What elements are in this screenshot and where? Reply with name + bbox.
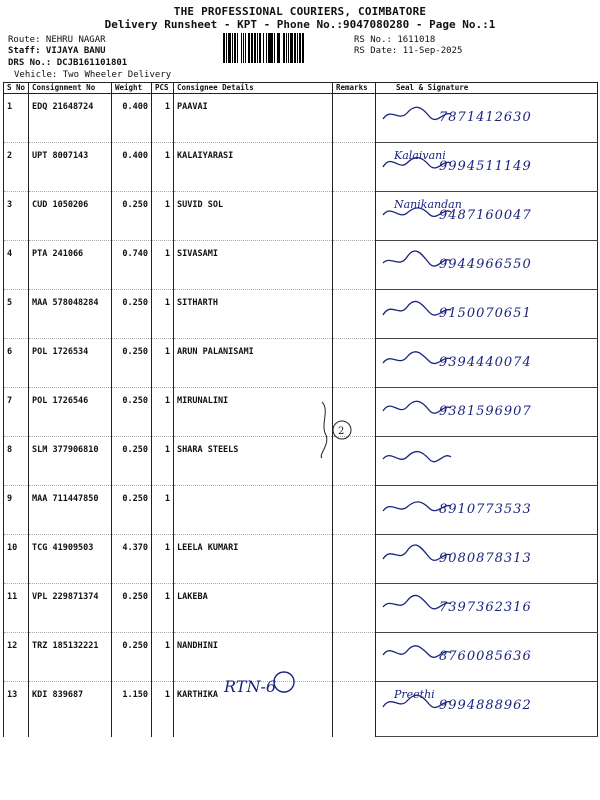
row-sno: 6 [4,339,29,388]
table-row [4,192,598,241]
row-pcs: 1 [152,437,174,486]
row-consignment-no: TRZ 185132221 [29,633,112,682]
col-header-sno: S No [4,83,29,94]
signature-phone: 8760085636 [439,649,532,664]
signature-phone: 9381596907 [439,404,532,419]
row-sno: 1 [4,94,29,143]
row-sno: 7 [4,388,29,437]
table-row [4,241,598,290]
signature-phone: 9944966550 [439,257,532,272]
row-consignment-no: POL 1726534 [29,339,112,388]
row-pcs: 1 [152,682,174,737]
row-consignment-no: EDQ 21648724 [29,94,112,143]
staff-label: Staff: VIJAYA BANU [8,46,106,56]
row-sno: 13 [4,682,29,737]
table-header-row [4,83,598,94]
signature-phone: 9150070651 [439,306,532,321]
barcode [223,33,350,63]
handwritten-circle-mark [300,400,360,460]
row-weight: 0.250 [112,339,152,388]
signature-name: Kalaivani [394,149,446,162]
row-pcs: 1 [152,486,174,535]
row-pcs: 1 [152,192,174,241]
row-weight: 0.250 [112,437,152,486]
signature-phone: 9487160047 [439,208,532,223]
row-remarks [333,339,376,388]
svg-text:2: 2 [338,426,345,437]
row-consignee: PAAVAI [174,94,333,143]
row-consignee: KARTHIKA [174,682,333,737]
row-remarks [333,192,376,241]
row-seal-signature [376,241,598,290]
row-weight: 0.740 [112,241,152,290]
row-consignee [174,486,333,535]
row-remarks [333,682,376,737]
row-pcs: 1 [152,339,174,388]
row-sno: 3 [4,192,29,241]
signature-phone: 9994888962 [439,698,532,713]
row-remarks [333,584,376,633]
row-consignee: KALAIYARASI [174,143,333,192]
row-consignee: NANDHINI [174,633,333,682]
signature-phone: 9080878313 [439,551,532,566]
rs-date: RS Date: 11-Sep-2025 [354,46,463,56]
row-seal-signature [376,486,598,535]
row-remarks [333,94,376,143]
row-pcs: 1 [152,388,174,437]
row-pcs: 1 [152,94,174,143]
row-consignee: LEELA KUMARI [174,535,333,584]
row-sno: 8 [4,437,29,486]
row-remarks [333,486,376,535]
row-weight: 0.250 [112,290,152,339]
col-header-consignment: Consignment No [29,83,112,94]
row-pcs: 1 [152,290,174,339]
row-seal-signature [376,143,598,192]
runsheet-subtitle: Delivery Runsheet - KPT - Phone No.:9047080280 - Page No.:1 [104,18,496,31]
row-seal-signature [376,535,598,584]
signature-phone: 7397362316 [439,600,532,615]
route-label: Route: NEHRU NAGAR [8,35,106,45]
row-seal-signature [376,584,598,633]
table-row [4,290,598,339]
col-header-consignee: Consignee Details [174,83,333,94]
row-consignment-no: VPL 229871374 [29,584,112,633]
row-weight: 0.250 [112,633,152,682]
handwritten-rtn-note [222,666,302,706]
drs-number: DRS No.: DCJB161101801 [8,58,128,68]
row-sno: 12 [4,633,29,682]
row-seal-signature [376,192,598,241]
row-weight: 1.150 [112,682,152,737]
row-seal-signature [376,388,598,437]
row-consignment-no: POL 1726546 [29,388,112,437]
row-sno: 11 [4,584,29,633]
row-consignee: SHARA STEELS [174,437,333,486]
table-row [4,584,598,633]
col-header-weight: Weight [112,83,152,94]
row-weight: 0.250 [112,192,152,241]
row-remarks [333,290,376,339]
row-consignment-no: CUD 1050206 [29,192,112,241]
signature-name: Preethi [394,688,435,701]
row-consignment-no: UPT 8007143 [29,143,112,192]
vehicle-label: Vehicle: Two Wheeler Delivery [14,70,172,80]
row-consignment-no: TCG 41909503 [29,535,112,584]
row-seal-signature [376,94,598,143]
row-sno: 5 [4,290,29,339]
row-sno: 4 [4,241,29,290]
row-consignee: SIVASAMI [174,241,333,290]
row-consignment-no: SLM 377906810 [29,437,112,486]
table-row [4,339,598,388]
row-seal-signature [376,682,598,737]
row-sno: 10 [4,535,29,584]
row-weight: 0.400 [112,143,152,192]
row-pcs: 1 [152,241,174,290]
row-consignment-no: PTA 241066 [29,241,112,290]
table-row [4,535,598,584]
company-title: THE PROFESSIONAL COURIERS, COIMBATORE [173,5,427,18]
row-remarks [333,241,376,290]
svg-text:RTN-6: RTN-6 [224,677,277,696]
row-consignment-no: KDI 839687 [29,682,112,737]
row-remarks [333,143,376,192]
row-weight: 0.400 [112,94,152,143]
signature-name: Nanikandan [394,198,462,211]
row-consignee: ARUN PALANISAMI [174,339,333,388]
col-header-remarks: Remarks [333,83,376,94]
row-weight: 4.370 [112,535,152,584]
row-pcs: 1 [152,584,174,633]
barcode-bar [302,33,305,63]
row-consignee: SUVID SOL [174,192,333,241]
table-row [4,486,598,535]
col-header-pcs: PCS [152,83,174,94]
row-consignment-no: MAA 711447850 [29,486,112,535]
row-seal-signature [376,633,598,682]
row-pcs: 1 [152,143,174,192]
row-weight: 0.250 [112,388,152,437]
row-weight: 0.250 [112,584,152,633]
signature-scribble [381,445,491,467]
row-remarks [333,633,376,682]
signature-phone: 9994511149 [439,159,532,174]
signature-phone: 9394440074 [439,355,532,370]
row-weight: 0.250 [112,486,152,535]
table-row [4,143,598,192]
signature-phone: 8910773533 [439,502,532,517]
signature-phone: 7871412630 [439,110,532,125]
rs-number: RS No.: 1611018 [354,35,436,45]
row-consignee: LAKEBA [174,584,333,633]
row-seal-signature [376,339,598,388]
table-row [4,94,598,143]
row-remarks [333,535,376,584]
row-sno: 2 [4,143,29,192]
col-header-seal-signature: Seal & Signature [376,83,598,94]
row-consignment-no: MAA 578048284 [29,290,112,339]
row-pcs: 1 [152,535,174,584]
row-consignee: MIRUNALINI [174,388,333,437]
row-seal-signature [376,290,598,339]
row-consignee: SITHARTH [174,290,333,339]
row-pcs: 1 [152,633,174,682]
row-seal-signature [376,437,598,486]
row-sno: 9 [4,486,29,535]
